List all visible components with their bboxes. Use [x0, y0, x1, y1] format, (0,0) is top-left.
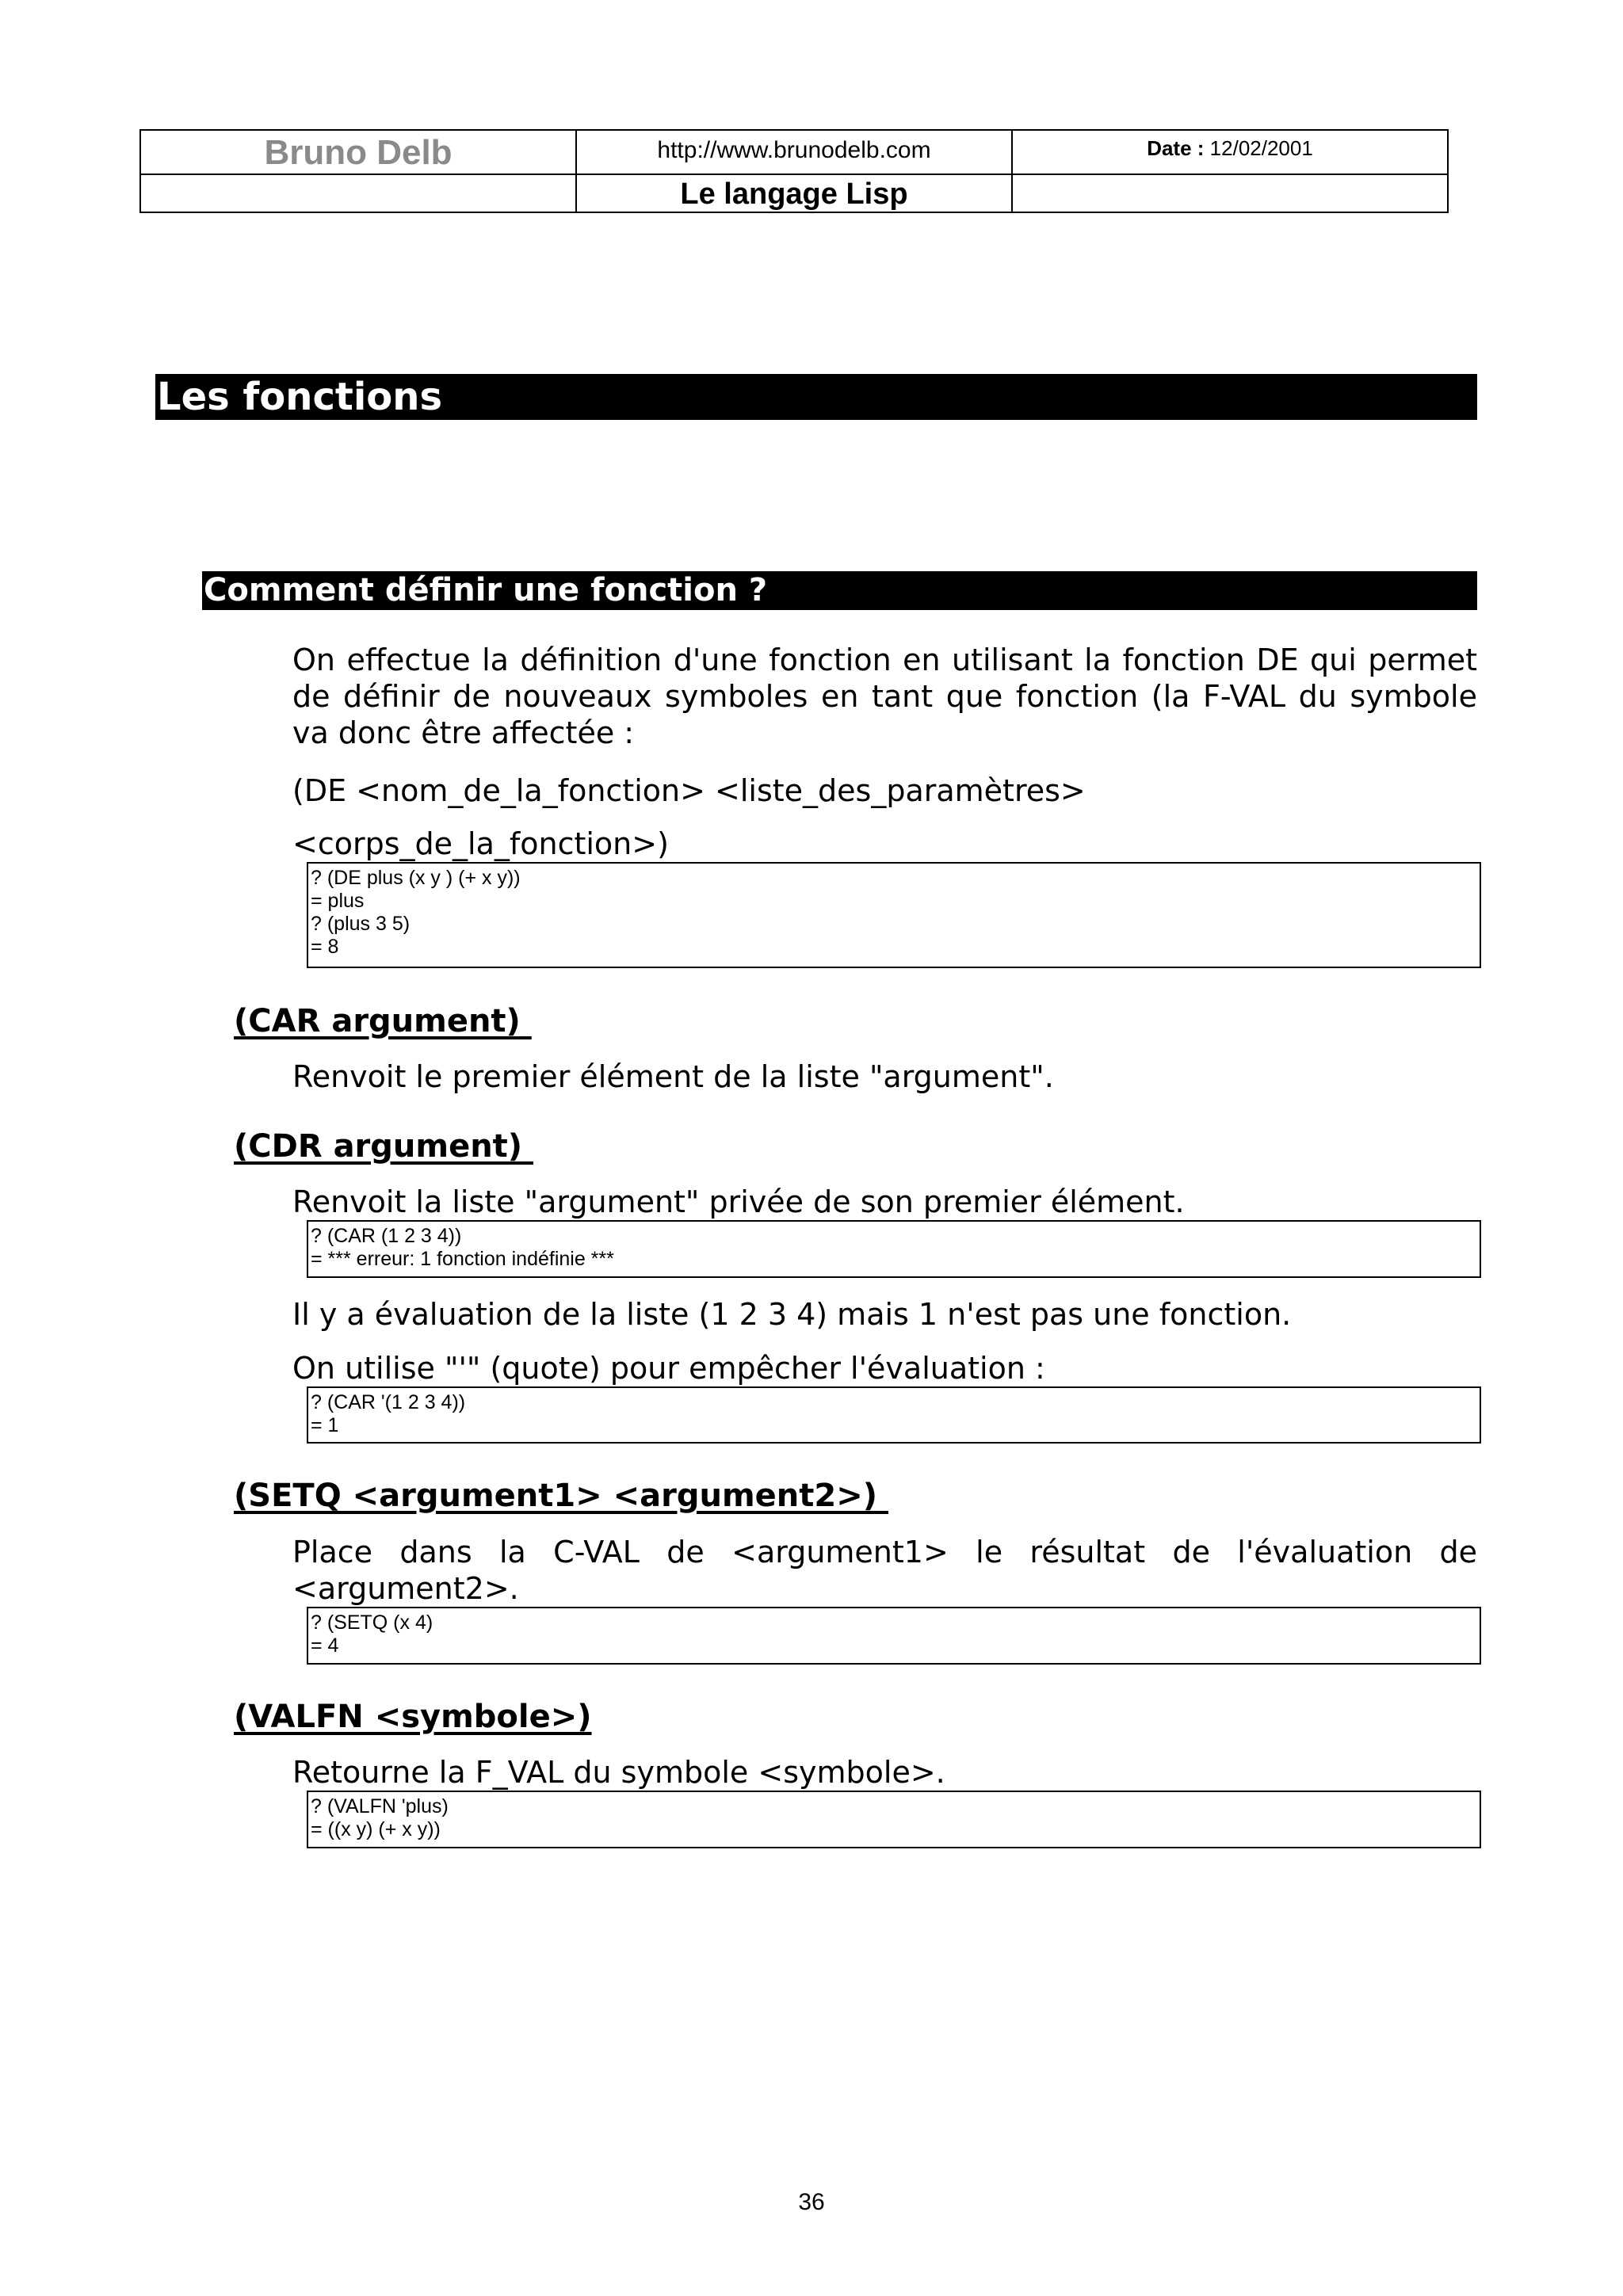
date-label: Date :	[1147, 136, 1205, 160]
code-line: = plus	[311, 890, 365, 912]
page-header	[139, 129, 1449, 213]
intro-line-1: On effectue la définition d'une fonction en utilisant la fonction DE qui permet	[292, 643, 1477, 677]
valfn-description: Retourne la F_VAL du symbole <symbole>.	[292, 1755, 945, 1790]
page-number: 36	[798, 2189, 825, 2215]
syntax-line-2: <corps_de_la_fonction>)	[292, 826, 669, 861]
code-line: ? (CAR '(1 2 3 4))	[311, 1391, 466, 1413]
code-example-valfn	[307, 1791, 1481, 1848]
code-line: ? (CAR (1 2 3 4))	[311, 1225, 462, 1247]
code-line: ? (VALFN 'plus)	[311, 1795, 449, 1817]
code-example-car-quote	[307, 1386, 1481, 1444]
document-date	[1013, 132, 1447, 164]
function-heading-setq: (SETQ <argument1> <argument2>)	[234, 1478, 888, 1514]
code-line: ? (SETQ (x 4)	[311, 1611, 433, 1634]
section-title: Les fonctions	[155, 374, 1477, 420]
cdr-description: Renvoit la liste "argument" privée de son premier élément.	[292, 1184, 1185, 1219]
code-example-car-error	[307, 1220, 1481, 1278]
evaluation-note: Il y a évaluation de la liste (1 2 3 4) mais 1 n'est pas une fonction.	[292, 1297, 1292, 1332]
code-line: ? (plus 3 5)	[311, 913, 411, 935]
subsection-title: Comment définir une fonction ?	[202, 571, 1477, 610]
code-line: = 8	[311, 936, 339, 958]
code-line: ? (DE plus (x y ) (+ x y))	[311, 867, 521, 889]
code-example-setq	[307, 1607, 1481, 1665]
setq-description-line-1: Place dans la C-VAL de <argument1> le résultat de l'évaluation de	[292, 1535, 1477, 1569]
website-url[interactable]: http://www.brunodelb.com	[657, 137, 931, 163]
code-line: = 1	[311, 1414, 339, 1436]
code-line: = *** erreur: 1 fonction indéfinie ***	[311, 1248, 614, 1270]
function-heading-car: (CAR argument)	[234, 1003, 532, 1039]
intro-line-3: va donc être affectée :	[292, 715, 635, 750]
author-name: Bruno Delb	[264, 133, 453, 172]
document-title: Le langage Lisp	[680, 177, 908, 211]
car-description: Renvoit le premier élément de la liste "argument".	[292, 1059, 1054, 1094]
code-line: = 4	[311, 1634, 339, 1657]
code-line: = ((x y) (+ x y))	[311, 1818, 441, 1840]
intro-line-2: de définir de nouveaux symboles en tant que fonction (la F-VAL du symbole	[292, 679, 1477, 714]
quote-note: On utilise "'" (quote) pour empêcher l'évaluation :	[292, 1351, 1045, 1386]
function-heading-valfn: (VALFN <symbole>)	[234, 1699, 592, 1735]
date-value: 12/02/2001	[1209, 136, 1313, 160]
code-example-de	[307, 862, 1481, 968]
syntax-line-1: (DE <nom_de_la_fonction> <liste_des_paramètres>	[292, 773, 1086, 808]
setq-description-line-2: <argument2>.	[292, 1571, 519, 1606]
function-heading-cdr: (CDR argument)	[234, 1128, 534, 1165]
